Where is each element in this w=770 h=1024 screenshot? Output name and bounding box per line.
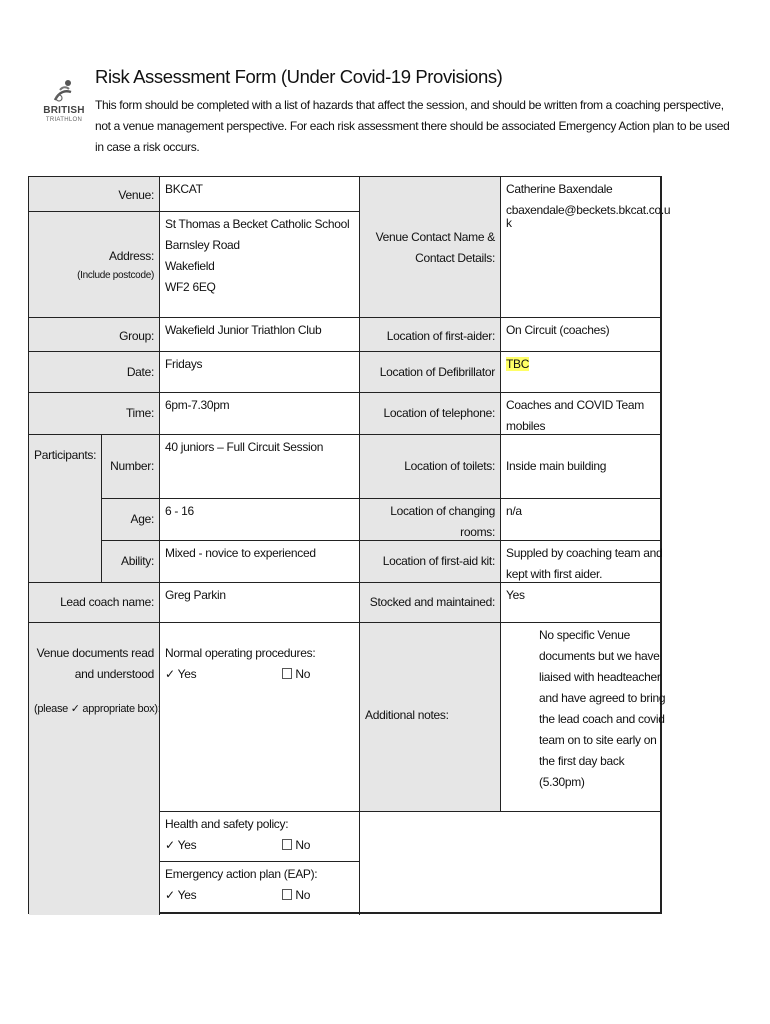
please-tick-note: (please ✓ appropriate box): (34, 703, 161, 715)
stocked-label: Stocked and maintained: (369, 595, 495, 609)
changing-rooms-value: n/a (506, 504, 522, 518)
additional-notes-label-cell (359, 622, 500, 811)
date-label-cell (29, 351, 159, 392)
lead-coach-value: Greg Parkin (165, 588, 226, 602)
health-safety-label: Health and safety policy: (165, 817, 289, 831)
notes-line-8: (5.30pm) (539, 775, 585, 789)
stocked-value-cell (500, 582, 661, 622)
participants-label: Participants: (34, 448, 97, 462)
normal-procedures-no-checkbox[interactable] (282, 667, 310, 681)
form-title: Risk Assessment Form (Under Covid-19 Provisions) (95, 66, 503, 87)
health-safety-no-checkbox[interactable] (282, 838, 310, 852)
health-safety-yes-checkbox[interactable] (165, 838, 196, 852)
toilets-value-cell (500, 434, 661, 498)
changing-rooms-label-line2: rooms: (460, 525, 495, 539)
number-label: Number: (110, 459, 154, 473)
number-value: 40 juniors – Full Circuit Session (165, 440, 324, 454)
lead-coach-value-cell (159, 582, 359, 622)
logo-text-british: BRITISH (43, 105, 85, 116)
venue-documents-label-cell (29, 622, 159, 915)
defibrillator-label: Location of Defibrillator (379, 365, 495, 379)
notes-line-6: team on to site early on (539, 733, 657, 747)
venue-contact-email-end: k (506, 216, 512, 230)
stocked-value: Yes (506, 588, 525, 602)
toilets-value: Inside main building (506, 459, 607, 473)
defibrillator-value-cell (500, 351, 661, 392)
notes-line-5: the lead coach and covid (539, 712, 665, 726)
empty-box-icon (282, 668, 292, 679)
time-label: Time: (125, 406, 154, 420)
notes-line-1: No specific Venue (539, 628, 630, 642)
eap-no-label: No (295, 888, 311, 902)
check-mark-icon: ✓ (165, 888, 175, 902)
telephone-label: Location of telephone: (383, 406, 495, 420)
eap-no-checkbox[interactable] (282, 888, 310, 902)
additional-notes-value-cell (500, 622, 666, 811)
number-value-cell (159, 434, 359, 498)
ability-value: Mixed - novice to experienced (165, 546, 316, 560)
time-value: 6pm-7.30pm (165, 398, 230, 412)
british-triathlon-logo (42, 78, 86, 124)
logo-text-triathlon: TRIATHLON (45, 117, 83, 123)
venue-contact-value-cell (500, 177, 671, 317)
address-line-3: Wakefield (165, 259, 215, 273)
normal-procedures-yes-label: Yes (177, 667, 197, 681)
notes-line-2: documents but we have (539, 649, 660, 663)
participants-label-cell (29, 434, 101, 582)
venue-contact-label-cell (359, 177, 500, 317)
first-aider-label: Location of first-aider: (386, 329, 495, 343)
lead-coach-label: Lead coach name: (60, 595, 154, 609)
changing-rooms-value-cell (500, 498, 661, 540)
notes-line-7: the first day back (539, 754, 625, 768)
changing-rooms-label-cell (359, 498, 500, 540)
venue-label: Venue: (118, 188, 154, 202)
first-aider-value: On Circuit (coaches) (506, 323, 610, 337)
form-intro: This form should be completed with a list of hazards that affect the session, and should be written from a coaching perspective, not a venue management perspective. For each risk assessment there should be associated Emergency Action plan to be used in case a risk occurs. (95, 98, 730, 154)
address-label-cell (29, 211, 159, 317)
time-label-cell (29, 392, 159, 434)
normal-procedures-label: Normal operating procedures: (165, 646, 316, 660)
defibrillator-label-cell (359, 351, 500, 392)
ability-label-cell (101, 540, 159, 582)
normal-procedures-yes-checkbox[interactable] (165, 667, 196, 681)
first-aider-label-cell (359, 317, 500, 351)
first-aider-value-cell (500, 317, 661, 351)
ability-value-cell (159, 540, 359, 582)
date-value-cell (159, 351, 359, 392)
group-label-cell (29, 317, 159, 351)
first-aid-kit-value-line2: kept with first aider. (506, 567, 603, 581)
empty-box-icon (282, 839, 292, 850)
telephone-value-line1: Coaches and COVID Team (506, 398, 644, 412)
address-line-1: St Thomas a Becket Catholic School (165, 217, 350, 231)
additional-notes-label: Additional notes: (365, 708, 449, 722)
venue-label-cell (29, 177, 159, 211)
check-mark-icon: ✓ (165, 667, 175, 681)
venue-value: BKCAT (165, 182, 203, 196)
venue-documents-label-line1: Venue documents read (36, 646, 154, 660)
address-note: (Include postcode) (77, 270, 154, 281)
age-value-cell (159, 498, 359, 540)
venue-value-cell (159, 177, 359, 211)
venue-contact-name: Catherine Baxendale (506, 182, 613, 196)
ability-label: Ability: (121, 554, 154, 568)
notes-line-3: liaised with headteacher (539, 670, 661, 684)
group-value-cell (159, 317, 359, 351)
first-aid-kit-label-cell (359, 540, 500, 582)
first-aid-kit-value-line1: Suppled by coaching team and (506, 546, 663, 560)
address-line-4: WF2 6EQ (165, 280, 216, 294)
address-label: Address: (109, 249, 154, 263)
normal-procedures-no-label: No (295, 667, 311, 681)
risk-assessment-table (28, 176, 671, 914)
defibrillator-value: TBC (506, 357, 530, 371)
blank-bottom-cell (359, 811, 661, 915)
group-value: Wakefield Junior Triathlon Club (165, 323, 322, 337)
triathlete-icon (51, 78, 77, 104)
telephone-value-line2: mobiles (506, 419, 546, 433)
empty-box-icon (282, 889, 292, 900)
eap-yes-checkbox[interactable] (165, 888, 196, 902)
check-mark-icon: ✓ (165, 838, 175, 852)
health-safety-no-label: No (295, 838, 311, 852)
stocked-label-cell (359, 582, 500, 622)
age-label-cell (101, 498, 159, 540)
date-label: Date: (126, 365, 154, 379)
eap-cell (159, 861, 359, 915)
time-value-cell (159, 392, 359, 434)
notes-line-4: and have agreed to bring (539, 691, 666, 705)
age-label: Age: (130, 512, 154, 526)
venue-contact-email: cbaxendale@beckets.bkcat.co.u (506, 203, 671, 217)
address-line-2: Barnsley Road (165, 238, 240, 252)
group-label: Group: (119, 329, 154, 343)
eap-label: Emergency action plan (EAP): (165, 867, 318, 881)
changing-rooms-label-line1: Location of changing (390, 504, 495, 518)
date-value: Fridays (165, 357, 203, 371)
address-value-cell (159, 211, 359, 317)
lead-coach-label-cell (29, 582, 159, 622)
venue-documents-label-line2: and understood (74, 667, 154, 681)
number-label-cell (101, 434, 159, 498)
venue-contact-label-line2: Contact Details: (415, 251, 495, 265)
toilets-label-cell (359, 434, 500, 498)
eap-yes-label: Yes (177, 888, 197, 902)
age-value: 6 - 16 (165, 504, 194, 518)
normal-procedures-cell (159, 622, 359, 811)
first-aid-kit-label: Location of first-aid kit: (382, 554, 495, 568)
telephone-label-cell (359, 392, 500, 434)
first-aid-kit-value-cell (500, 540, 661, 582)
toilets-label: Location of toilets: (404, 459, 495, 473)
health-safety-cell (159, 811, 359, 861)
venue-contact-label-line1: Venue Contact Name & (375, 230, 495, 244)
health-safety-yes-label: Yes (177, 838, 197, 852)
telephone-value-cell (500, 392, 661, 434)
